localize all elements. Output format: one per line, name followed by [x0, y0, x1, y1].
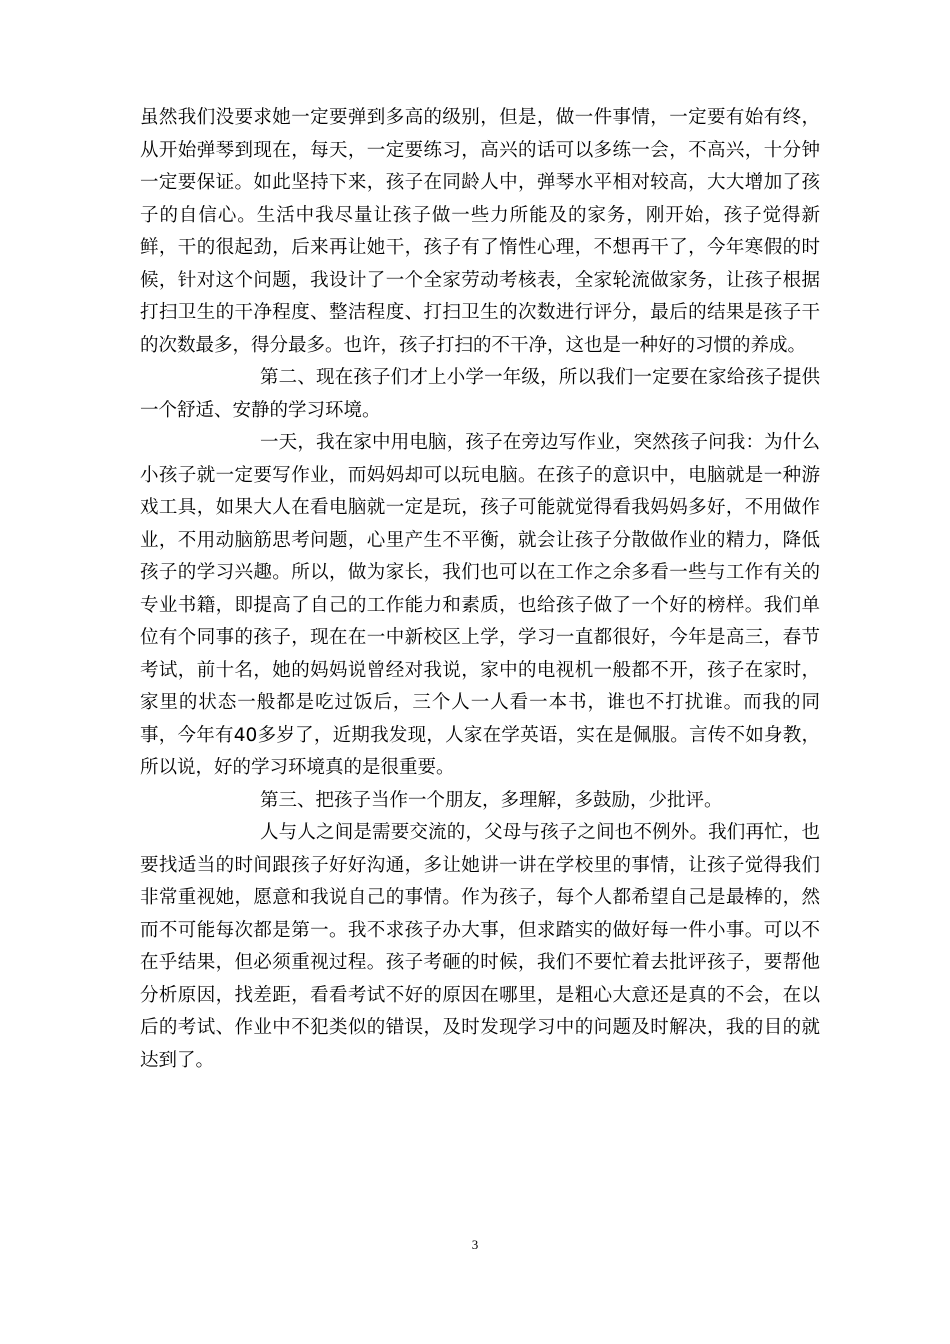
- paragraph-2-heading: 第二、现在孩子们才上小学一年级，所以我们一定要在家给孩子提供一个舒适、安静的学习环境。: [140, 367, 820, 421]
- paragraph-1: 虽然我们没要求她一定要弹到多高的级别，但是，做一件事情，一定要有始有终，从开始弹琴到现在，每天，一定要练习，高兴的话可以多练一会，不高兴，十分钟一定要保证。如此坚持下来，孩子在同龄人中，弹琴水平相对较高，大大增加了孩子的自信心。生活中我尽量让孩子做一些力所能及的家务，刚开始，孩子觉得新鲜，干的很起劲，后来再让她干，孩子有了惰性心理，不想再干了，今年寒假的时候，针对这个问题，我设计了一个全家劳动考核表，全家轮流做家务，让孩子根据打扫卫生的干净程度、整洁程度、打扫卫生的次数进行评分，最后的结果是孩子干的次数最多，得分最多。也许，孩子打扫的不干净，这也是一种好的习惯的养成。: [140, 107, 820, 356]
- paragraph-5: 人与人之间是需要交流的，父母与孩子之间也不例外。我们再忙，也要找适当的时间跟孩子好好沟通，多让她讲一讲在学校里的事情，让孩子觉得我们非常重视她，愿意和我说自己的事情。作为孩子，每个人都希望自己是最棒的，然而不可能每次都是第一。我不求孩子办大事，但求踏实的做好每一件小事。可以不在乎结果，但必须重视过程。孩子考砸的时候，我们不要忙着去批评孩子，要帮他分析原因，找差距，看看考试不好的原因在哪里，是粗心大意还是真的不会，在以后的考试、作业中不犯类似的错误，及时发现学习中的问题及时解决，我的目的就达到了。: [140, 822, 820, 1071]
- page-number: 3: [471, 1237, 479, 1252]
- document-body: [140, 102, 820, 1077]
- paragraph-4-heading: 第三、把孩子当作一个朋友，多理解，多鼓励，少批评。: [260, 789, 723, 811]
- paragraph-3: 一天，我在家中用电脑，孩子在旁边写作业，突然孩子问我：为什么小孩子就一定要写作业，而妈妈却可以玩电脑。在孩子的意识中，电脑就是一种游戏工具，如果大人在看电脑就一定是玩，孩子可能就觉得看我妈妈多好，不用做作业，不用动脑筋思考问题，心里产生不平衡，就会让孩子分散做作业的精力，降低孩子的学习兴趣。所以，做为家长，我们也可以在工作之余多看一些与工作有关的专业书籍，即提高了自己的工作能力和素质，也给孩子做了一个好的榜样。我们单位有个同事的孩子，现在在一中新校区上学，学习一直都很好，今年是高三，春节考试，前十名，她的妈妈说曾经对我说，家中的电视机一般都不开，孩子在家时，家里的状态一般都是吃过饭后，三个人一人看一本书，谁也不打扰谁。而我的同事，今年有40多岁了，近期我发现，人家在学英语，实在是佩服。言传不如身教，所以说，好的学习环境真的是很重要。: [140, 432, 820, 778]
